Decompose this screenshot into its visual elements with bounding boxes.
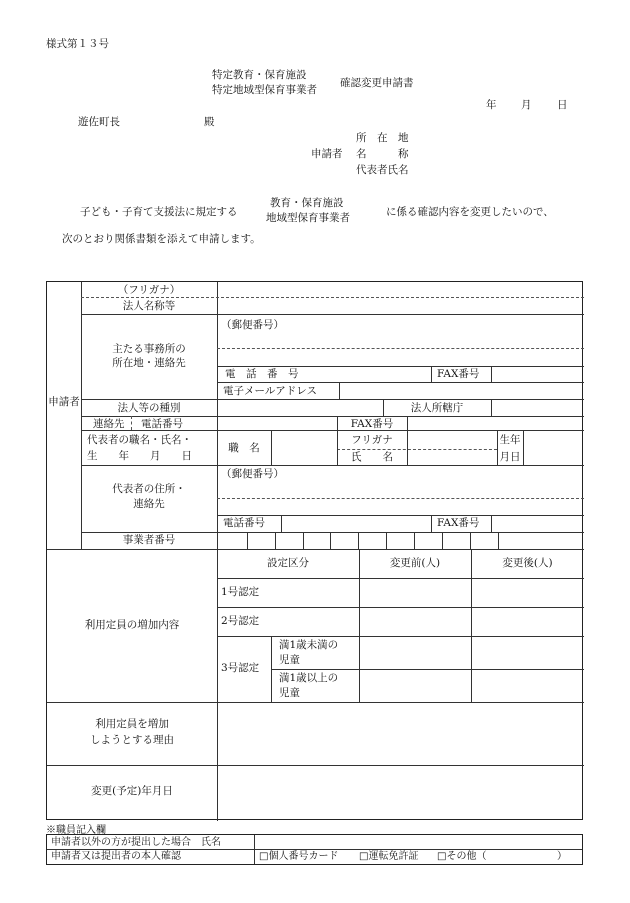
over-1-label-b: 児童 — [279, 687, 300, 699]
corporation-type-label: 法人等の種別 — [117, 402, 181, 414]
email-label: 電子メールアドレス — [223, 385, 317, 397]
staff-note: ※職員記入欄 — [46, 825, 106, 836]
rep-address-label-2: 連絡先 — [133, 498, 165, 510]
date-month: 月 — [521, 99, 532, 111]
rep-name-label: 氏 名 — [351, 451, 393, 463]
furigana-label: （フリガナ） — [117, 284, 181, 296]
other-close-paren: ） — [557, 851, 567, 862]
body-text-prefix: 子ども・子育て支援法に規定する — [80, 206, 238, 218]
cert-2-label: 2号認定 — [221, 615, 260, 627]
before-change-header: 変更前(人) — [389, 557, 441, 569]
corporation-authority-label: 法人所轄庁 — [410, 402, 464, 414]
fax-number-label: FAX番号 — [437, 368, 480, 380]
reason-label-2: しようとする理由 — [90, 734, 174, 746]
representative-info-label-2: 生 年 月 日 — [87, 450, 192, 462]
applicant-address-label: 所 在 地 — [356, 132, 409, 144]
body-text-facility-1: 教育・保育施設 — [270, 197, 344, 209]
rep-fax-label: FAX番号 — [437, 517, 480, 529]
option-mynumber-card[interactable]: □個人番号カード — [259, 851, 339, 862]
rep-phone-label: 電話番号 — [223, 517, 265, 529]
corporation-name-label: 法人名称等 — [122, 300, 176, 312]
body-text-line2: 次のとおり関係書類を添えて申請します。 — [62, 233, 261, 245]
office-label-1: 主たる事務所の — [112, 343, 186, 355]
rep-address-label-1: 代表者の住所・ — [112, 483, 186, 495]
staff-table — [46, 834, 583, 865]
under-1-label-b: 児童 — [279, 654, 300, 666]
addressee: 遊佐町長 — [78, 116, 120, 128]
representative-info-label-1: 代表者の職名・氏名・ — [87, 434, 192, 446]
body-text-facility-2: 地域型保育事業者 — [266, 212, 350, 224]
birth-label-2: 月日 — [499, 451, 521, 463]
applicant-name-label: 名 称 — [356, 148, 409, 160]
postal-code-label: （郵便番号） — [221, 319, 284, 331]
business-number-label: 事業者番号 — [122, 534, 176, 546]
change-date-label: 変更(予定)年月日 — [91, 785, 173, 797]
job-title-label: 職 名 — [228, 442, 260, 454]
reason-label-1: 利用定員を増加 — [95, 718, 169, 730]
date-day: 日 — [557, 99, 568, 111]
form-number: 様式第１３号 — [46, 38, 109, 50]
under-1-label-a: 満1歳未満の — [279, 639, 339, 651]
application-form-table — [46, 281, 583, 820]
honorific: 殿 — [204, 116, 215, 128]
body-text-suffix: に係る確認内容を変更したいので、 — [386, 206, 554, 218]
cert-1-label: 1号認定 — [221, 586, 260, 598]
option-other[interactable]: □その他（ — [437, 851, 487, 862]
identity-check-label: 申請者又は提出者の本人確認 — [51, 851, 181, 862]
rep-postal-label: （郵便番号） — [221, 468, 284, 480]
applicant-label: 申請者 — [311, 148, 343, 160]
facility-type-2: 特定地域型保育事業者 — [212, 84, 317, 96]
phone-number-label: 電 話 番 号 — [225, 368, 299, 380]
contact-phone-label: 電話番号 — [141, 418, 183, 430]
contact-fax-label: FAX番号 — [350, 418, 394, 430]
document-title: 確認変更申請書 — [340, 77, 414, 89]
birth-label-1: 生年 — [499, 434, 521, 446]
other-submitter-label: 申請者以外の方が提出した場合 氏名 — [51, 837, 221, 848]
contact-label: 連絡先 — [93, 418, 125, 430]
option-drivers-license[interactable]: □運転免許証 — [359, 851, 419, 862]
setting-category-header: 設定区分 — [267, 557, 309, 569]
date-year: 年 — [486, 99, 497, 111]
over-1-label-a: 満1歳以上の — [279, 672, 339, 684]
applicant-side-label: 申請者 — [48, 396, 80, 408]
cert-3-label: 3号認定 — [221, 662, 260, 674]
representative-label: 代表者氏名 — [356, 164, 409, 176]
office-label-2: 所在地・連絡先 — [112, 357, 186, 369]
after-change-header: 変更後(人) — [502, 557, 553, 569]
capacity-increase-label: 利用定員の増加内容 — [84, 619, 180, 631]
rep-furigana-label: フリガナ — [351, 434, 393, 446]
facility-type-1: 特定教育・保育施設 — [212, 69, 307, 81]
